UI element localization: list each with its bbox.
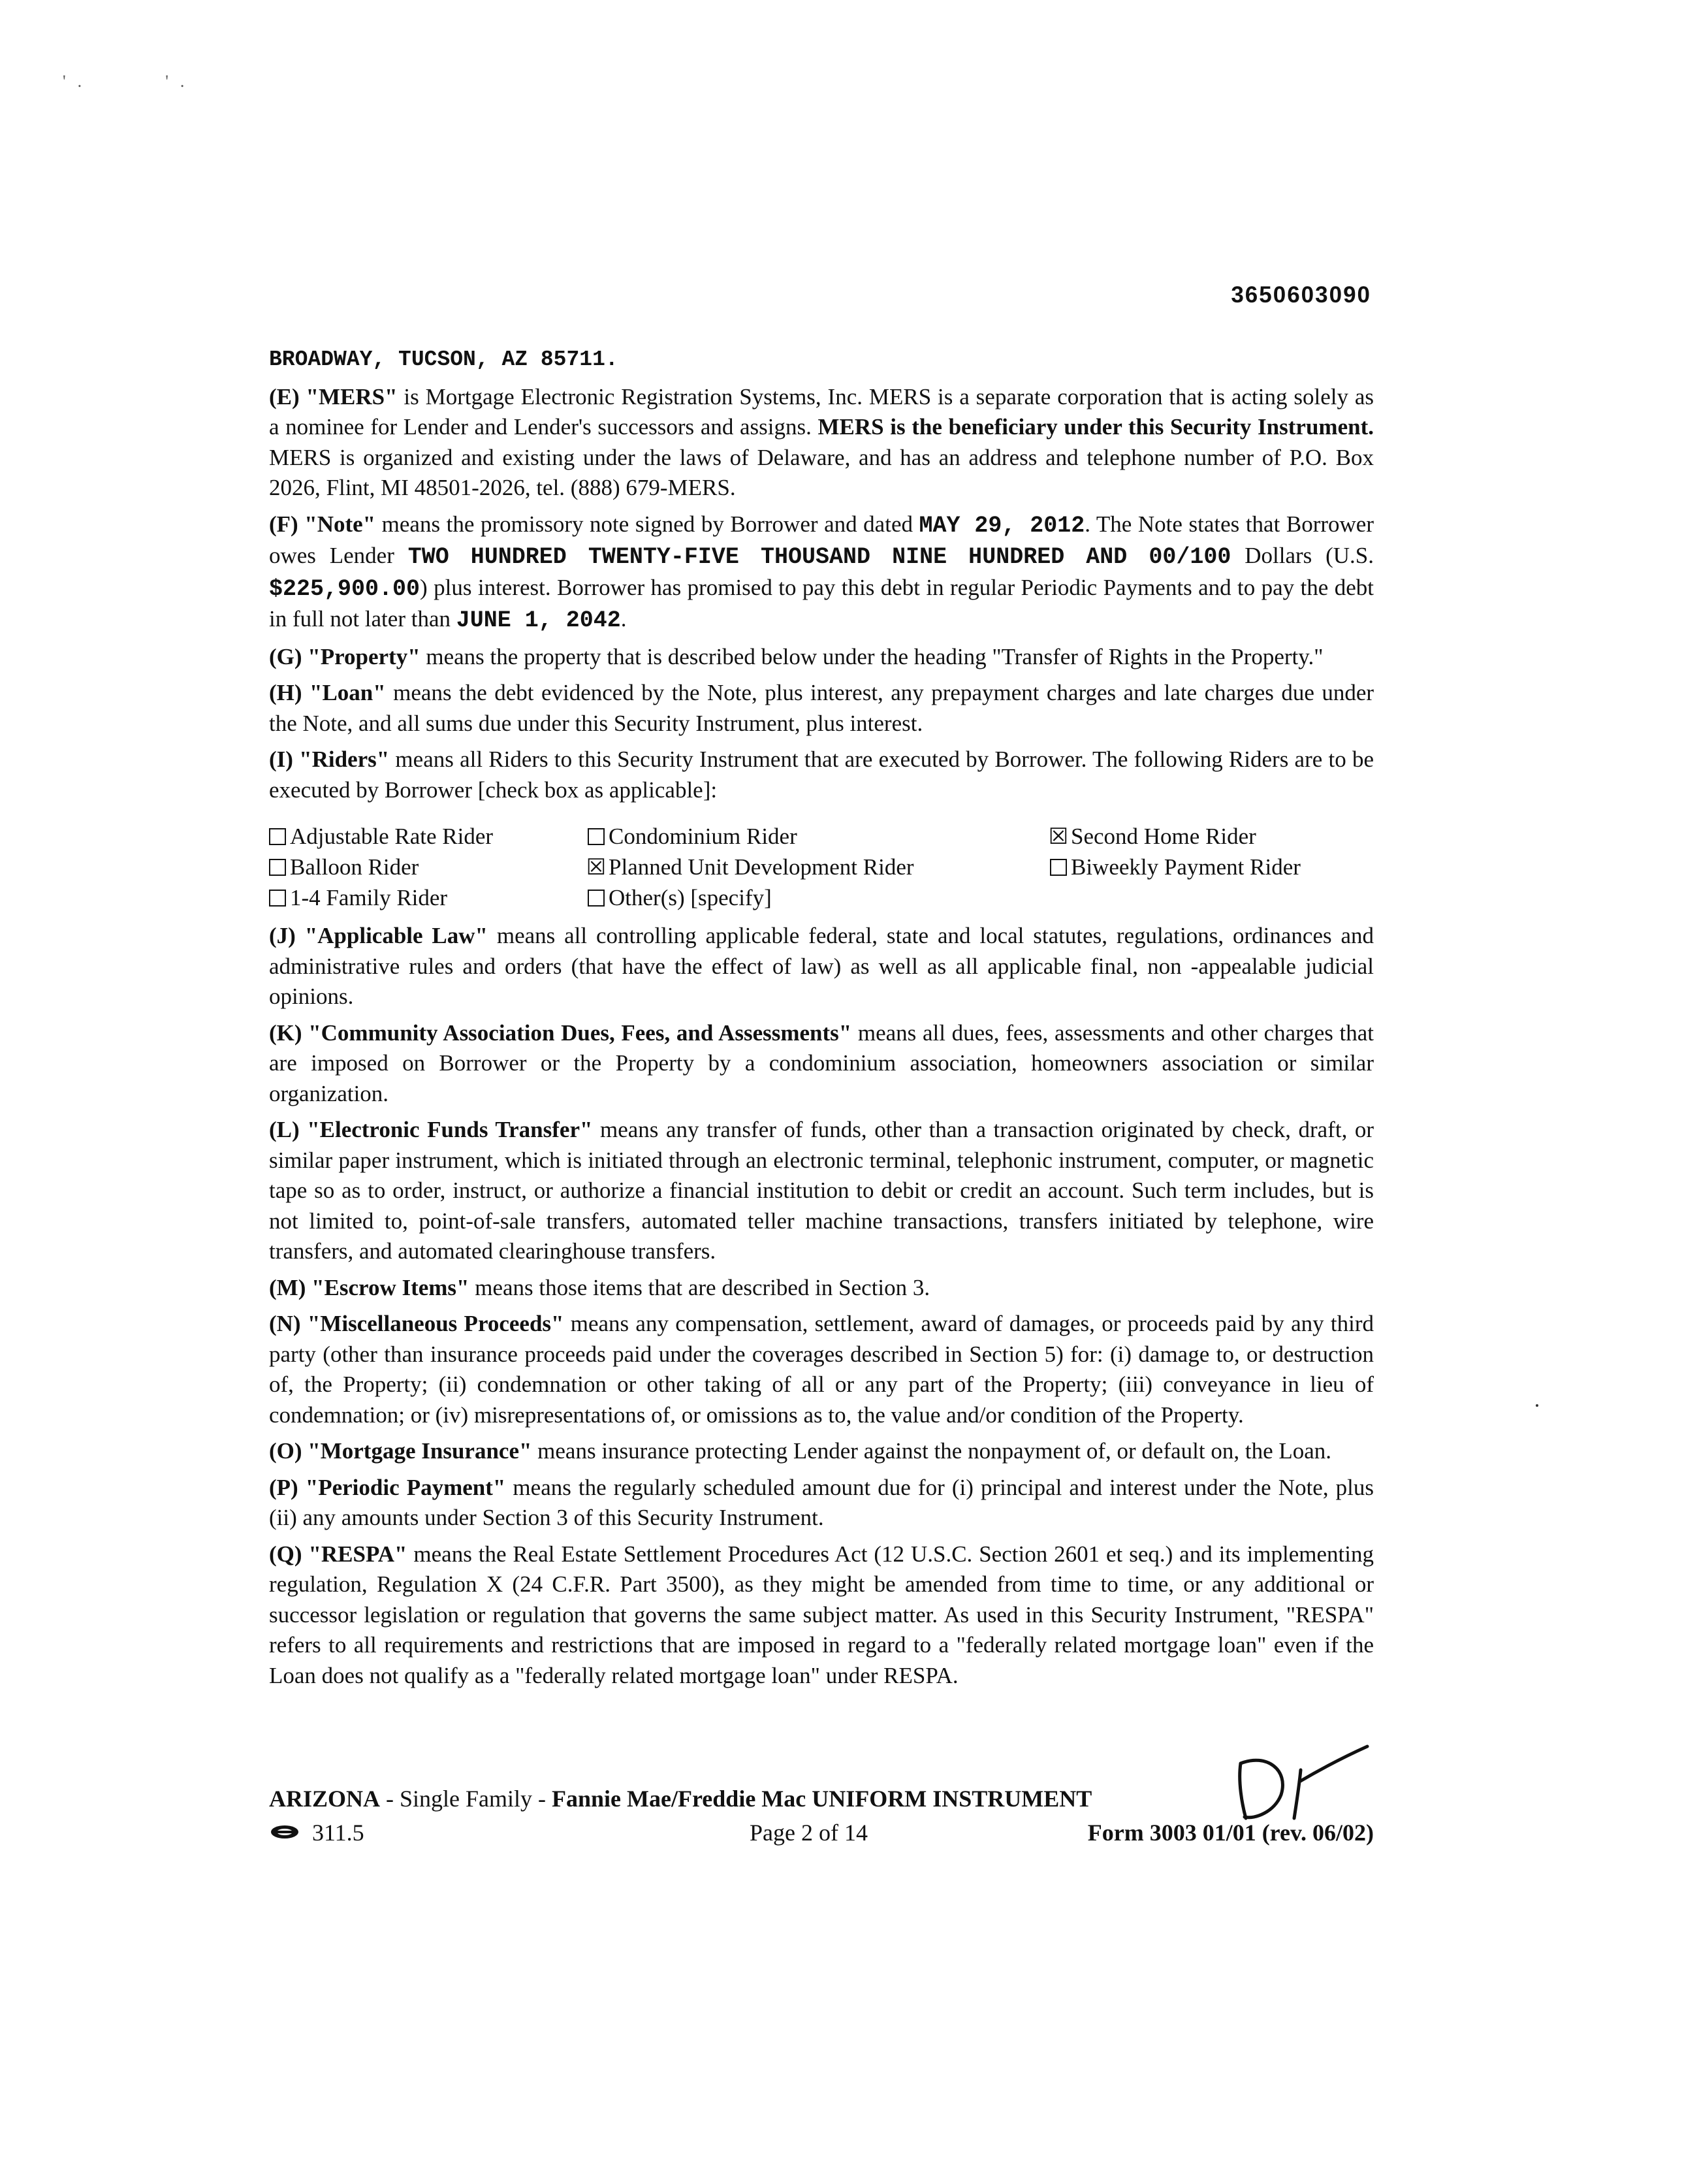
defined-term: "Property" <box>308 643 420 669</box>
defined-term: "Community Association Dues, Fees, and Assessments" <box>308 1020 852 1046</box>
defined-term: "Periodic Payment" <box>305 1474 506 1500</box>
rider-label: Other(s) [specify] <box>609 885 772 910</box>
section-label: (N) <box>269 1311 301 1336</box>
checkbox-icon <box>269 828 286 845</box>
section-f <box>269 509 1374 636</box>
section-label: (M) <box>269 1274 306 1300</box>
section-text: ) plus interest. Borrower has promised to pay this debt in regular Periodic Payments and to pay the debt in full not later than <box>269 574 1374 632</box>
checkbox-icon: ☒ <box>1048 823 1069 850</box>
checkbox-icon <box>588 890 605 907</box>
section-l <box>269 1115 1374 1267</box>
form-footer <box>269 1782 1374 1850</box>
footer-separator: - Single Family - <box>380 1786 552 1812</box>
section-label: (J) <box>269 923 296 948</box>
footer-version <box>269 1816 364 1850</box>
form-version-number: 311.5 <box>312 1820 364 1846</box>
section-text: means the promissory note signed by Borrower and dated <box>375 511 919 537</box>
section-e <box>269 382 1374 504</box>
defined-term: "Miscellaneous Proceeds" <box>307 1311 564 1336</box>
beneficiary-statement: MERS is the beneficiary under this Security Instrument. <box>817 414 1374 440</box>
note-date: MAY 29, 2012 <box>919 512 1085 539</box>
rider-1-4-family <box>269 882 588 913</box>
section-label: (K) <box>269 1020 302 1046</box>
loan-amount-figure: $225,900.00 <box>269 575 420 602</box>
rider-condominium <box>588 821 1050 852</box>
footer-state: ARIZONA <box>269 1786 381 1812</box>
section-text: Dollars (U.S. <box>1231 543 1374 568</box>
section-text: means the Real Estate Settlement Procedures Act (12 U.S.C. Section 2601 et seq.) and its implementing regulation, Regulation X (24 C.F.R. Part 3500), as they might be amended from time to time, or any additional or successor legislation or regulation that governs the same subject matter. As used in this Security Instrument, "RESPA" refers to all requirements and restrictions that are imposed in regard to a "federally related mortgage loan" even if the Loan does not qualify as a "federally related mortgage loan" under RESPA. <box>269 1541 1374 1688</box>
loan-number: 3650603090 <box>1231 282 1371 308</box>
footer-instrument: Fannie Mae/Freddie Mac UNIFORM INSTRUMENT <box>552 1786 1092 1812</box>
rider-biweekly-payment <box>1050 852 1374 882</box>
defined-term: "Escrow Items" <box>311 1274 469 1300</box>
checkbox-icon: ☒ <box>586 854 607 880</box>
section-text: MERS is organized and existing under the laws of Delaware, and has an address and telephone number of P.O. Box 2026, Flint, MI 48501-2026, tel. (888) 679-MERS. <box>269 444 1374 500</box>
scan-specks: '. '. <box>63 72 197 91</box>
section-p <box>269 1473 1374 1534</box>
section-text: means the regularly scheduled amount due for (i) principal and interest under the Note, plus (ii) any amounts under Section 3 of this Security Instrument. <box>269 1474 1374 1530</box>
rider-label: 1-4 Family Rider <box>290 885 448 910</box>
section-o <box>269 1436 1374 1467</box>
defined-term: "Note" <box>304 511 376 537</box>
property-address: BROADWAY, TUCSON, AZ 85711. <box>269 347 618 372</box>
checkbox-icon <box>588 828 605 845</box>
rider-balloon <box>269 852 588 882</box>
section-label: (G) <box>269 643 302 669</box>
checkbox-icon <box>269 859 286 876</box>
section-k <box>269 1018 1374 1110</box>
section-text: means all controlling applicable federal, state and local statutes, regulations, ordinances and administrative rules and orders (that have the effect of law) as well as all applicable final, non -appealable judicial opinions. <box>269 923 1374 1009</box>
scan-speck <box>1536 1404 1538 1407</box>
defined-term: "Mortgage Insurance" <box>308 1438 532 1464</box>
section-label: (O) <box>269 1438 302 1464</box>
section-label: (H) <box>269 680 302 705</box>
section-text: means any transfer of funds, other than a transaction originated by check, draft, or similar paper instrument, which is initiated through an electronic terminal, telephonic instrument, computer, or magnetic tape so as to order, instruct, or authorize a financial institution to debit or credit an account. Such term includes, but is not limited to, point-of-sale transfers, automated teller machine transactions, transfers initiated by telephone, wire transfers, and automated clearinghouse transfers. <box>269 1117 1374 1264</box>
section-text: means the debt evidenced by the Note, plus interest, any prepayment charges and late charges due under the Note, and all sums due under this Security Instrument, plus interest. <box>269 680 1374 736</box>
footer-title <box>269 1782 1092 1816</box>
footer-meta-row <box>269 1816 1374 1850</box>
form-number: Form 3003 01/01 (rev. 06/02) <box>1087 1820 1374 1846</box>
section-label: (L) <box>269 1117 300 1142</box>
defined-term: "Applicable Law" <box>304 923 488 948</box>
defined-term: "Riders" <box>299 747 390 772</box>
section-text: means all dues, fees, assessments and other charges that are imposed on Borrower or the Property by a condominium association, homeowners association or similar organization. <box>269 1020 1374 1106</box>
footer-title-row <box>269 1782 1374 1816</box>
rider-label: Condominium Rider <box>609 824 797 849</box>
section-g <box>269 642 1374 673</box>
section-m <box>269 1273 1374 1304</box>
section-h <box>269 678 1374 739</box>
section-text: . The Note states that Borrower owes Lender <box>269 511 1374 568</box>
defined-term: "MERS" <box>306 383 398 410</box>
rider-label: Second Home Rider <box>1071 824 1256 849</box>
rider-adjustable-rate <box>269 821 588 852</box>
section-q <box>269 1539 1374 1692</box>
section-text: means all Riders to this Security Instrument that are executed by Borrower. The following Riders are to be executed by Borrower [check box as applicable]: <box>269 747 1374 803</box>
vmp-logo-icon <box>269 1823 300 1840</box>
page-number: Page 2 of 14 <box>750 1820 868 1846</box>
maturity-date: JUNE 1, 2042 <box>456 607 621 634</box>
rider-label: Planned Unit Development Rider <box>609 854 914 880</box>
checkbox-icon <box>269 890 286 907</box>
section-label: (F) <box>269 511 298 537</box>
document-body <box>269 345 1374 1697</box>
section-j <box>269 921 1374 1012</box>
rider-second-home <box>1050 821 1374 852</box>
rider-other <box>588 882 1050 913</box>
defined-term: "Electronic Funds Transfer" <box>307 1117 593 1142</box>
section-text: . <box>620 606 627 632</box>
section-i <box>269 745 1374 805</box>
rider-label: Adjustable Rate Rider <box>290 824 494 849</box>
defined-term: "Loan" <box>309 680 386 705</box>
section-text: means any compensation, settlement, award of damages, or proceeds paid by any third party (other than insurance proceeds paid under the coverages described in Section 5) for: (i) damage to, or destruction of, the Property; (ii) condemnation or other taking of all or any part of the Property; (iii) conveyance in lieu of condemnation; or (iv) misrepresentations of, or omissions as to, the value and/or condition of the Property. <box>269 1311 1374 1428</box>
rider-label: Biweekly Payment Rider <box>1071 854 1301 880</box>
section-n <box>269 1309 1374 1430</box>
section-label: (E) <box>269 383 300 410</box>
section-label: (P) <box>269 1474 298 1500</box>
rider-checklist <box>269 821 1374 913</box>
loan-amount-words: TWO HUNDRED TWENTY-FIVE THOUSAND NINE HUNDRED AND 00/100 <box>407 544 1231 570</box>
section-label: (Q) <box>269 1541 302 1567</box>
checkbox-icon <box>1050 859 1067 876</box>
section-label: (I) <box>269 747 293 772</box>
rider-label: Balloon Rider <box>290 854 419 880</box>
section-text: is Mortgage Electronic Registration Systems, Inc. MERS is a separate corporation that is acting solely as a nominee for Lender and Lender's successors and assigns. <box>269 383 1374 440</box>
section-text: means insurance protecting Lender against the nonpayment of, or default on, the Loan. <box>532 1438 1332 1464</box>
section-text: means those items that are described in Section 3. <box>469 1274 930 1300</box>
defined-term: "RESPA" <box>308 1541 407 1567</box>
section-text: means the property that is described below under the heading "Transfer of Rights in the Property." <box>420 643 1324 669</box>
rider-planned-unit-development <box>588 852 1050 882</box>
